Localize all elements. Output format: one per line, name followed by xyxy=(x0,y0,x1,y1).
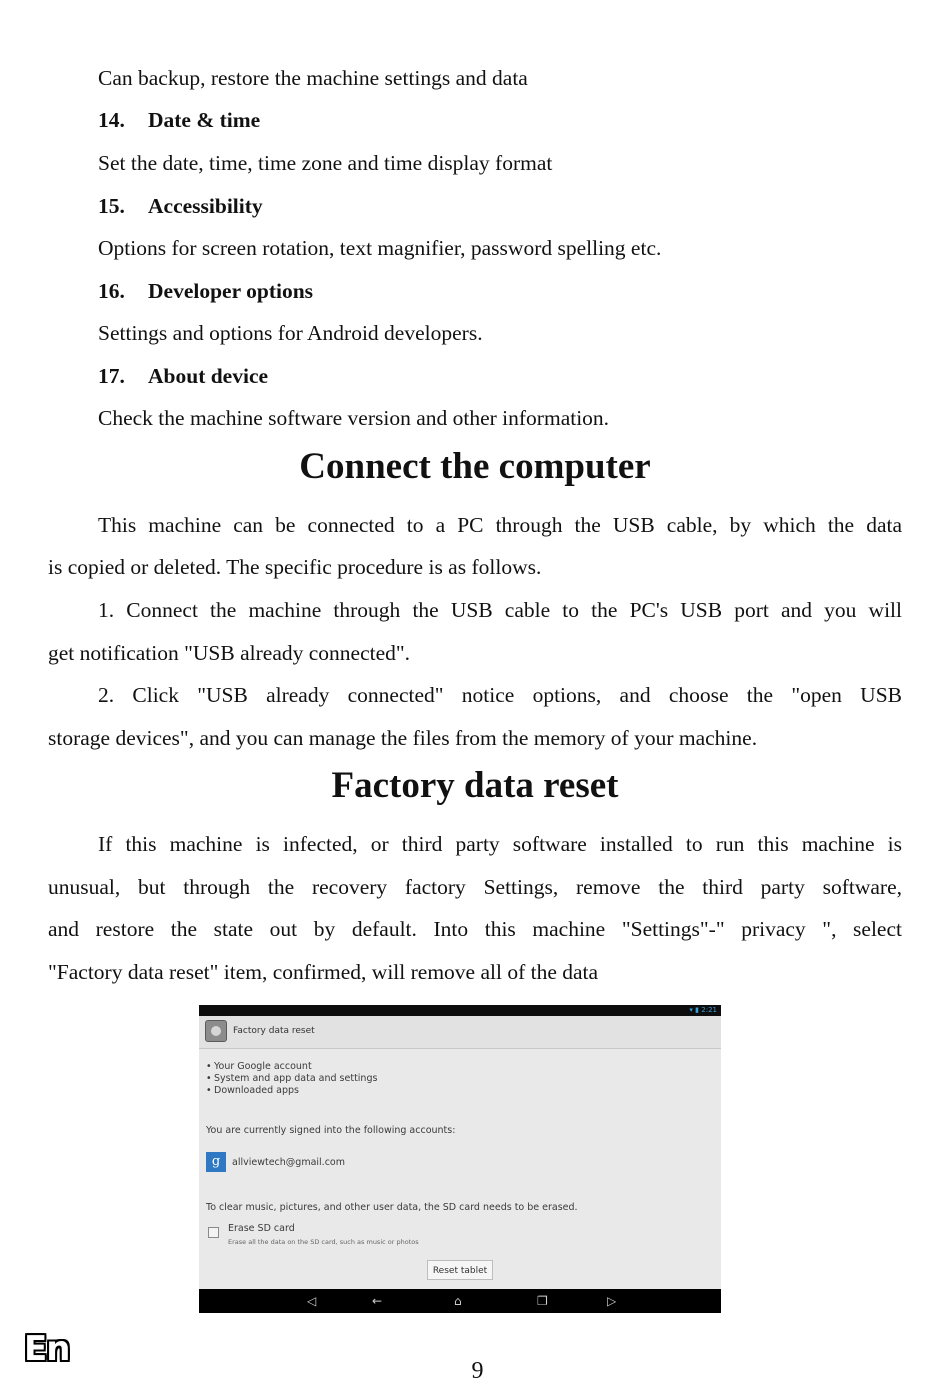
status-bar xyxy=(199,1005,721,1016)
action-bar xyxy=(199,1016,721,1049)
signed-in-text: You are currently signed into the following accounts: xyxy=(206,1125,456,1136)
connect-paragraph-line: is copied or deleted. The specific procedure is as follows. xyxy=(48,555,542,579)
item-title: About device xyxy=(148,364,269,388)
settings-item-date-time-description: Set the date, time, time zone and time display format xyxy=(98,151,553,175)
erase-sd-label: Erase SD card xyxy=(228,1223,295,1234)
navigation-bar xyxy=(199,1289,721,1313)
language-tag: En xyxy=(24,1329,70,1369)
settings-item-developer-description: Settings and options for Android developers. xyxy=(98,321,483,345)
item-title: Accessibility xyxy=(148,194,263,218)
connect-step-line: get notification "USB already connected". xyxy=(48,641,411,665)
reset-paragraph-line: unusual, but through the recovery factory Settings, remove the third party software, xyxy=(48,875,902,899)
factory-reset-screenshot xyxy=(199,1005,721,1313)
reset-paragraph-line: If this machine is infected, or third party software installed to run this machine is xyxy=(98,832,902,856)
settings-app-icon[interactable] xyxy=(205,1020,227,1042)
connect-paragraph-line: This machine can be connected to a PC through the USB cable, by which the data xyxy=(98,513,902,537)
back-icon[interactable]: ← xyxy=(372,1294,383,1308)
account-email: allviewtech@gmail.com xyxy=(232,1157,345,1168)
sd-card-note: To clear music, pictures, and other user data, the SD card needs to be erased. xyxy=(206,1202,578,1213)
item-title: Date & time xyxy=(148,108,261,132)
google-account-icon: g xyxy=(206,1152,226,1172)
reset-paragraph-line: and restore the state out by default. Into this machine "Settings"-" privacy ", select xyxy=(48,917,902,941)
reset-heading: Factory data reset xyxy=(331,765,619,806)
settings-item-accessibility-title xyxy=(98,193,263,219)
settings-item-about-title xyxy=(98,363,268,389)
volume-up-icon[interactable]: ▷ xyxy=(607,1294,617,1308)
item-number: 16. xyxy=(98,279,125,303)
battery-icon: ▮ xyxy=(695,1006,700,1014)
action-bar-title: Factory data reset xyxy=(233,1026,315,1036)
settings-item-date-time-title xyxy=(98,107,260,133)
item-number: 15. xyxy=(98,194,125,218)
bullet-item: • Your Google account xyxy=(214,1061,312,1073)
erase-sd-checkbox[interactable] xyxy=(208,1227,219,1238)
intro-line: Can backup, restore the machine settings and data xyxy=(98,66,528,90)
recent-apps-icon[interactable]: ❐ xyxy=(537,1294,548,1308)
wifi-icon: ▾ xyxy=(689,1006,693,1014)
reset-paragraph-line: "Factory data reset" item, confirmed, will remove all of the data xyxy=(48,960,599,984)
item-number: 17. xyxy=(98,364,125,388)
home-icon[interactable]: ⌂ xyxy=(454,1294,462,1308)
item-title: Developer options xyxy=(148,279,314,303)
connect-step-line: 1. Connect the machine through the USB cable to the PC's USB port and you will xyxy=(98,598,902,622)
page-number: 9 xyxy=(471,1358,484,1384)
connect-step-line: 2. Click "USB already connected" notice options, and choose the "open USB xyxy=(98,683,902,707)
erase-sd-description: Erase all the data on the SD card, such as music or photos xyxy=(228,1238,419,1246)
connect-step-line: storage devices", and you can manage the files from the memory of your machine. xyxy=(48,726,758,750)
bullet-item: • Downloaded apps xyxy=(214,1085,299,1097)
reset-tablet-button[interactable]: Reset tablet xyxy=(427,1260,493,1280)
settings-item-developer-title xyxy=(98,278,313,304)
item-number: 14. xyxy=(98,108,125,132)
volume-down-icon[interactable]: ◁ xyxy=(307,1294,317,1308)
settings-item-about-description: Check the machine software version and other information. xyxy=(98,406,610,430)
bullet-item: • System and app data and settings xyxy=(214,1073,377,1085)
connect-heading: Connect the computer xyxy=(299,446,651,487)
settings-item-accessibility-description: Options for screen rotation, text magnifier, password spelling etc. xyxy=(98,236,662,260)
status-clock: ▾ ▮ 2:21 xyxy=(689,1006,717,1014)
